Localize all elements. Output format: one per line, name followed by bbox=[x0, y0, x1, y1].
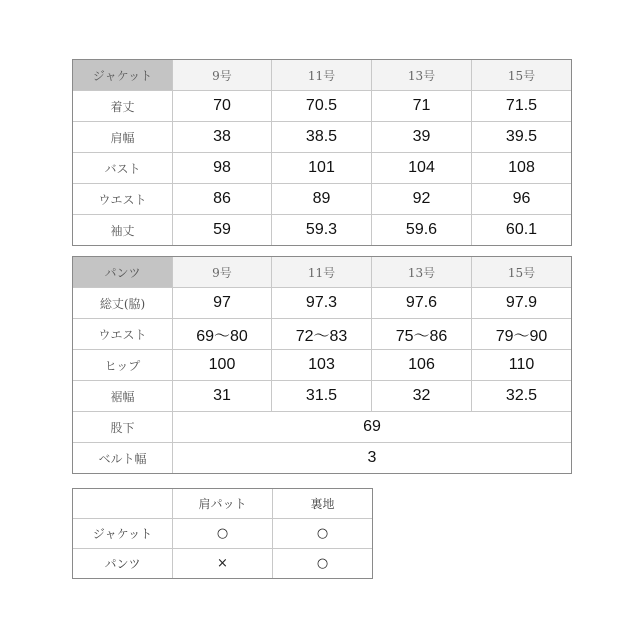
row-label: バスト bbox=[73, 153, 173, 184]
cell-value: 103 bbox=[272, 350, 372, 381]
empty-corner bbox=[73, 489, 173, 519]
table-row bbox=[73, 350, 572, 381]
table-header-row bbox=[73, 257, 572, 288]
cell-value: 72〜83 bbox=[272, 319, 372, 350]
cell-value: 92 bbox=[372, 184, 472, 215]
size-header: 11号 bbox=[272, 60, 372, 91]
row-label: ウエスト bbox=[73, 184, 173, 215]
size-header: 9号 bbox=[173, 257, 272, 288]
row-label: 総丈(脇) bbox=[73, 288, 173, 319]
size-header: 11号 bbox=[272, 257, 372, 288]
merged-cell-value: 69 bbox=[173, 412, 572, 443]
cell-value: 70.5 bbox=[272, 91, 372, 122]
table-row bbox=[73, 319, 572, 350]
row-label: 股下 bbox=[73, 412, 173, 443]
table-row bbox=[73, 519, 373, 549]
cell-value: 59 bbox=[173, 215, 272, 246]
table-row-merged bbox=[73, 412, 572, 443]
cell-value: 96 bbox=[472, 184, 572, 215]
circle-mark-icon: ○ bbox=[173, 519, 273, 549]
cell-value: 106 bbox=[372, 350, 472, 381]
cell-value: 71 bbox=[372, 91, 472, 122]
size-header: 9号 bbox=[173, 60, 272, 91]
cell-value: 32.5 bbox=[472, 381, 572, 412]
cell-value: 59.6 bbox=[372, 215, 472, 246]
cell-value: 97 bbox=[173, 288, 272, 319]
cell-value: 59.3 bbox=[272, 215, 372, 246]
table-row bbox=[73, 549, 373, 579]
cell-value: 104 bbox=[372, 153, 472, 184]
cell-value: 71.5 bbox=[472, 91, 572, 122]
row-label: ヒップ bbox=[73, 350, 173, 381]
cell-value: 69〜80 bbox=[173, 319, 272, 350]
table-row bbox=[73, 288, 572, 319]
size-header: 15号 bbox=[472, 257, 572, 288]
circle-mark-icon: ○ bbox=[273, 549, 373, 579]
jacket-size-table bbox=[72, 59, 572, 246]
circle-mark-icon: ○ bbox=[273, 519, 373, 549]
row-label: 裾幅 bbox=[73, 381, 173, 412]
table-row bbox=[73, 381, 572, 412]
size-header: 15号 bbox=[472, 60, 572, 91]
cell-value: 100 bbox=[173, 350, 272, 381]
column-header: 裏地 bbox=[273, 489, 373, 519]
cell-value: 97.3 bbox=[272, 288, 372, 319]
table-row bbox=[73, 122, 572, 153]
cell-value: 79〜90 bbox=[472, 319, 572, 350]
cell-value: 89 bbox=[272, 184, 372, 215]
row-label: ジャケット bbox=[73, 519, 173, 549]
cell-value: 31 bbox=[173, 381, 272, 412]
pants-corner-label: パンツ bbox=[73, 257, 173, 288]
cell-value: 31.5 bbox=[272, 381, 372, 412]
pants-size-table bbox=[72, 256, 572, 474]
cell-value: 108 bbox=[472, 153, 572, 184]
row-label: パンツ bbox=[73, 549, 173, 579]
table-header-row bbox=[73, 489, 373, 519]
cell-value: 75〜86 bbox=[372, 319, 472, 350]
row-label: 着丈 bbox=[73, 91, 173, 122]
cell-value: 101 bbox=[272, 153, 372, 184]
row-label: ウエスト bbox=[73, 319, 173, 350]
cell-value: 38 bbox=[173, 122, 272, 153]
row-label: ベルト幅 bbox=[73, 443, 173, 474]
cell-value: 110 bbox=[472, 350, 572, 381]
cell-value: 86 bbox=[173, 184, 272, 215]
size-header: 13号 bbox=[372, 60, 472, 91]
table-header-row bbox=[73, 60, 572, 91]
cell-value: 32 bbox=[372, 381, 472, 412]
table-row bbox=[73, 215, 572, 246]
row-label: 袖丈 bbox=[73, 215, 173, 246]
cell-value: 39.5 bbox=[472, 122, 572, 153]
cell-value: 38.5 bbox=[272, 122, 372, 153]
row-label: 肩幅 bbox=[73, 122, 173, 153]
cross-mark-icon: × bbox=[173, 549, 273, 579]
table-row-merged bbox=[73, 443, 572, 474]
cell-value: 98 bbox=[173, 153, 272, 184]
features-table bbox=[72, 488, 373, 579]
cell-value: 70 bbox=[173, 91, 272, 122]
table-row bbox=[73, 153, 572, 184]
cell-value: 97.6 bbox=[372, 288, 472, 319]
size-header: 13号 bbox=[372, 257, 472, 288]
cell-value: 39 bbox=[372, 122, 472, 153]
table-row bbox=[73, 91, 572, 122]
merged-cell-value: 3 bbox=[173, 443, 572, 474]
column-header: 肩パット bbox=[173, 489, 273, 519]
cell-value: 97.9 bbox=[472, 288, 572, 319]
cell-value: 60.1 bbox=[472, 215, 572, 246]
jacket-corner-label: ジャケット bbox=[73, 60, 173, 91]
table-row bbox=[73, 184, 572, 215]
